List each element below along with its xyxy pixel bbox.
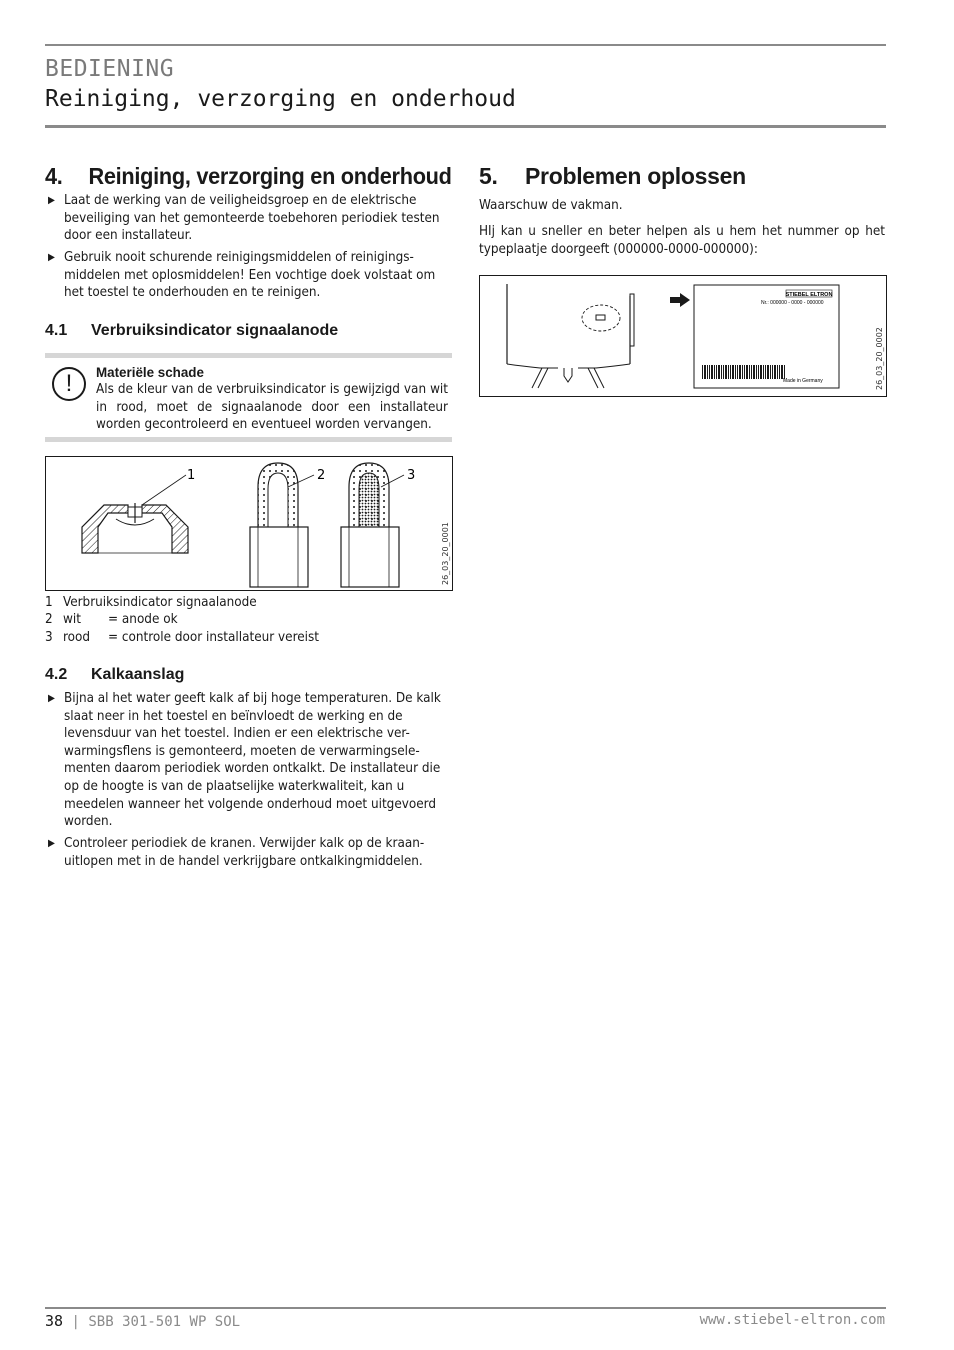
made-in-label: Made in Germany — [783, 378, 823, 384]
legend-item-3: 3 rood = controle door installateur vereist — [45, 630, 319, 645]
header-bottom-rule — [45, 125, 886, 128]
bullet-item: ▶ Controleer periodiek de kranen. Verwijder kalk op de kraan-uitlopen met in de handel verkrijgbare ontkalkingmiddelen. — [45, 835, 454, 870]
legend-item-1: 1 Verbruiksindicator signaalanode — [45, 595, 257, 610]
header-section: BEDIENING — [45, 56, 175, 82]
subsection-heading-4-2: 4.2 Kalkaanslag — [45, 666, 185, 683]
legend-item-2: 2 wit = anode ok — [45, 612, 178, 627]
brand-logo: STIEBEL ELTRON — [785, 292, 833, 298]
section-heading-5: 5. Problemen oplossen — [479, 163, 746, 189]
footer-separator: | — [71, 1314, 80, 1330]
footer-left — [45, 1312, 240, 1330]
header-title: Reiniging, verzorging en onderhoud — [45, 86, 516, 112]
footer-url[interactable]: www.stiebel-eltron.com — [699, 1312, 885, 1328]
warning-bottom-bar — [45, 437, 452, 442]
warning-top-bar — [45, 353, 452, 358]
indicator-white — [250, 463, 314, 587]
tank-outline — [507, 284, 634, 388]
subsection-heading-4-1: 4.1 Verbruiksindicator signaalanode — [45, 322, 339, 339]
section-heading-4: 4. Reiniging, verzorging en onderhoud — [45, 163, 452, 189]
anode-illustration — [46, 457, 452, 590]
flange-section — [82, 475, 188, 553]
warning-text: Als de kleur van de verbruiksindicator is gewijzigd van wit in rood, moet de signaalanode door een installateur worden gecontroleerd en eventueel worden vervangen. — [96, 382, 448, 433]
arrow-right-icon — [670, 293, 690, 307]
anode-figure — [45, 456, 453, 591]
serial-number: Nr.: 000000 - 0000 - 000000 — [761, 300, 824, 306]
indicator-red — [341, 463, 404, 587]
figure-code: 26_03_20_0001 — [441, 522, 450, 585]
footer-rule — [45, 1307, 886, 1309]
exclamation-icon: ! — [52, 367, 86, 401]
typeplate-illustration — [480, 276, 886, 396]
header-top-rule — [45, 44, 886, 46]
warning-title: Materiële schade — [96, 365, 204, 380]
figure-label-1: 1 — [187, 468, 196, 483]
bullet-item: ▶ Gebruik nooit schurende reinigingsmiddelen of reinigings-middelen met oplosmiddelen! Een vochtige doek volstaat om het toestel te onderhouden en te reinigen. — [45, 249, 454, 302]
typeplate-figure — [479, 275, 887, 397]
bullet-item: ▶ Bijna al het water geeft kalk af bij hoge temperaturen. De kalk slaat neer in het toestel en beïnvloedt de werking en de levensduur van het toestel. Indien er een elektrische ver-warmingsflens is gemonteerd, moeten de verwarmingsele-menten daarom periodiek worden ontkalkt. De installateur die op de hoogte is van de plaatselijke waterkwaliteit, kan u meedelen wanneer het volgende onderhoud moet uitgevoerd worden. — [45, 690, 454, 831]
paragraph-1: Waarschuw de vakman. — [479, 198, 623, 213]
bullet-item: ▶ Laat de werking van de veiligheidsgroep en de elektrische beveiliging van het gemonteerde toebehoren periodiek testen door een installateur. — [45, 192, 454, 245]
figure-code: 26_03_20_0002 — [875, 327, 884, 390]
figure-label-3: 3 — [407, 468, 416, 483]
figure-label-2: 2 — [317, 468, 326, 483]
type-plate — [694, 285, 839, 388]
page-number: 38 — [45, 1312, 64, 1330]
footer-model: SBB 301-501 WP SOL — [88, 1314, 241, 1330]
paragraph-2: HIj kan u sneller en beter helpen als u hem het nummer op het typeplaatje doorgeeft (000000-0000-000000): — [479, 224, 885, 257]
